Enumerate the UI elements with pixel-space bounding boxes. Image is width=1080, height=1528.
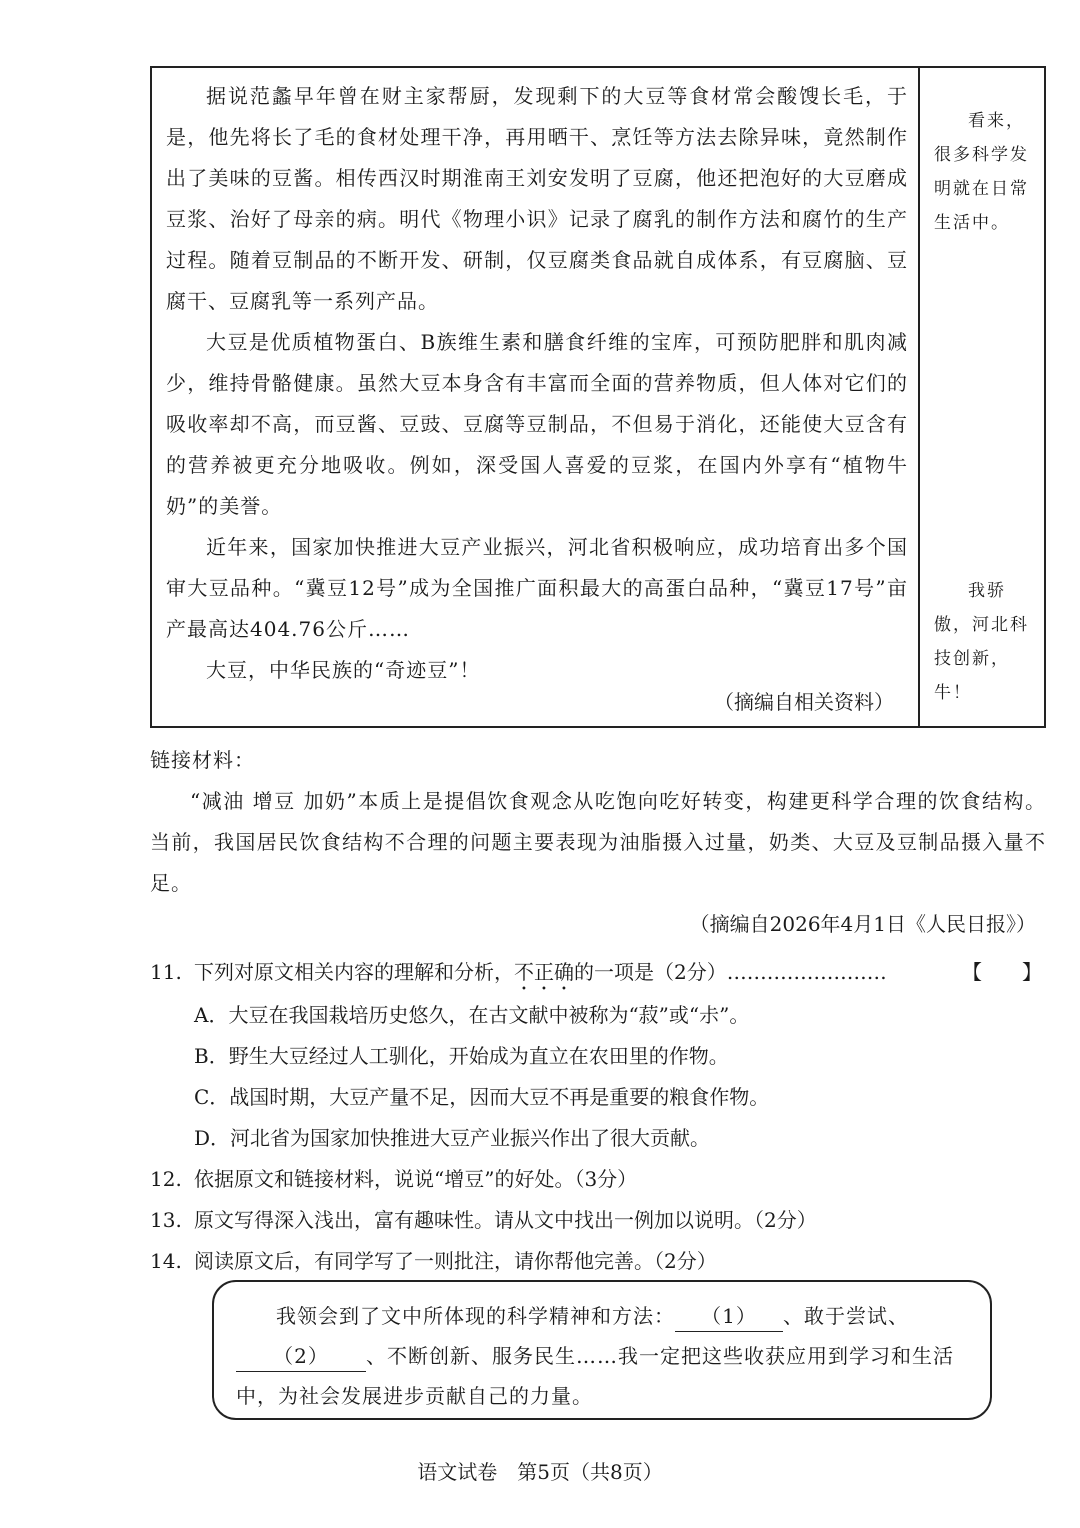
link-text: “减油 增豆 加奶”本质上是提倡饮食观念从吃饱向吃好转变，构建更科学合理的饮食结构。当前，我国居民饮食结构不合理的问题主要表现为油脂摄入过量，奶类、大豆及豆制品摄入量不足。 (150, 789, 1046, 895)
option-c: C．战国时期，大豆产量不足，因而大豆不再是重要的粮食作物。 (194, 1085, 770, 1109)
side-note-1 (934, 104, 1038, 240)
question-11 (150, 952, 1046, 995)
blank-2[interactable]: （2） (236, 1341, 366, 1372)
annotation-part-3: 、不断创新、服务民生……我一定把这些收获应用到学习和生活中，为社会发展进步贡献自己的力量。 (236, 1344, 954, 1408)
margin-divider (918, 68, 920, 726)
link-label: 链接材料： (150, 748, 255, 772)
annotation-box (212, 1280, 992, 1420)
passage-source: （摘编自相关资料） (714, 690, 894, 714)
question-12-text: 依据原文和链接材料，说说“增豆”的好处。（3分） (194, 1167, 638, 1191)
annotation-part-2: 、敢于尝试、 (783, 1304, 909, 1328)
question-number: 11. (150, 960, 182, 984)
passage-paragraph-3: 近年来，国家加快推进大豆产业振兴，河北省积极响应，成功培育出多个国审大豆品种。“冀豆12号”成为全国推广面积最大的高蛋白品种，“冀豆17号”亩产最高达404.76公斤…… (166, 535, 908, 641)
question-13-text: 原文写得深入浅出，富有趣味性。请从文中找出一例加以说明。（2分） (194, 1208, 817, 1232)
passage-paragraph-2: 大豆是优质植物蛋白、B族维生素和膳食纤维的宝库，可预防肥胖和肌肉减少，维持骨骼健康。虽然大豆本身含有丰富而全面的营养物质，但人体对它们的吸收率却不高，而豆酱、豆豉、豆腐等豆制品，不但易于消化，还能使大豆含有的营养被更充分地吸收。例如，深受国人喜爱的豆浆，在国内外享有“植物牛奶”的美誉。 (166, 330, 908, 518)
side-note-2-text: 我骄傲，河北科技创新，牛！ (934, 581, 1029, 703)
question-14-text: 阅读原文后，有同学写了一则批注，请你帮他完善。（2分） (194, 1249, 717, 1273)
option-a: A．大豆在我国栽培历史悠久，在古文献中被称为“菽”或“尗”。 (194, 1003, 750, 1027)
answer-bracket[interactable]: 【 】 (962, 960, 1042, 984)
emphasis-text: 不正确 (514, 960, 574, 984)
passage-paragraph-4: 大豆，中华民族的“奇迹豆”！ (206, 658, 481, 682)
option-b: B．野生大豆经过人工驯化，开始成为直立在农田里的作物。 (194, 1044, 729, 1068)
page-footer: 语文试卷 第5页（共8页） (417, 1460, 663, 1484)
question-number: 12. (150, 1167, 182, 1191)
questions (150, 952, 1046, 1282)
blank-1[interactable]: （1） (675, 1301, 783, 1332)
link-source: （摘编自2026年4月1日《人民日报》） (689, 912, 1036, 936)
link-material (150, 740, 1046, 904)
annotation-part-1: 我领会到了文中所体现的科学精神和方法： (276, 1304, 675, 1328)
question-11-stem-tail: 的一项是（2分）…………………… (574, 960, 887, 984)
passage-frame (150, 66, 1046, 728)
annotation-text (236, 1296, 970, 1416)
side-note-2 (934, 574, 1038, 710)
question-number: 14. (150, 1249, 182, 1273)
passage-paragraph-1: 据说范蠡早年曾在财主家帮厨，发现剩下的大豆等食材常会酸馊长毛，于是，他先将长了毛的食材处理干净，再用晒干、烹饪等方法去除异味，竟然制作出了美味的豆酱。相传西汉时期淮南王刘安发明了豆腐，他还把泡好的大豆磨成豆浆、治好了母亲的病。明代《物理小识》记录了腐乳的制作方法和腐竹的生产过程。随着豆制品的不断开发、研制，仅豆腐类食品就自成体系，有豆腐脑、豆腐干、豆腐乳等一系列产品。 (166, 84, 908, 313)
option-d: D．河北省为国家加快推进大豆产业振兴作出了很大贡献。 (194, 1126, 711, 1150)
question-12 (150, 1159, 1046, 1200)
question-number: 13. (150, 1208, 182, 1232)
question-14 (150, 1241, 1046, 1282)
passage-text (166, 76, 908, 691)
side-note-1-text: 看来，很多科学发明就在日常生活中。 (934, 111, 1029, 233)
question-11-stem: 下列对原文相关内容的理解和分析， (194, 960, 514, 984)
question-13 (150, 1200, 1046, 1241)
